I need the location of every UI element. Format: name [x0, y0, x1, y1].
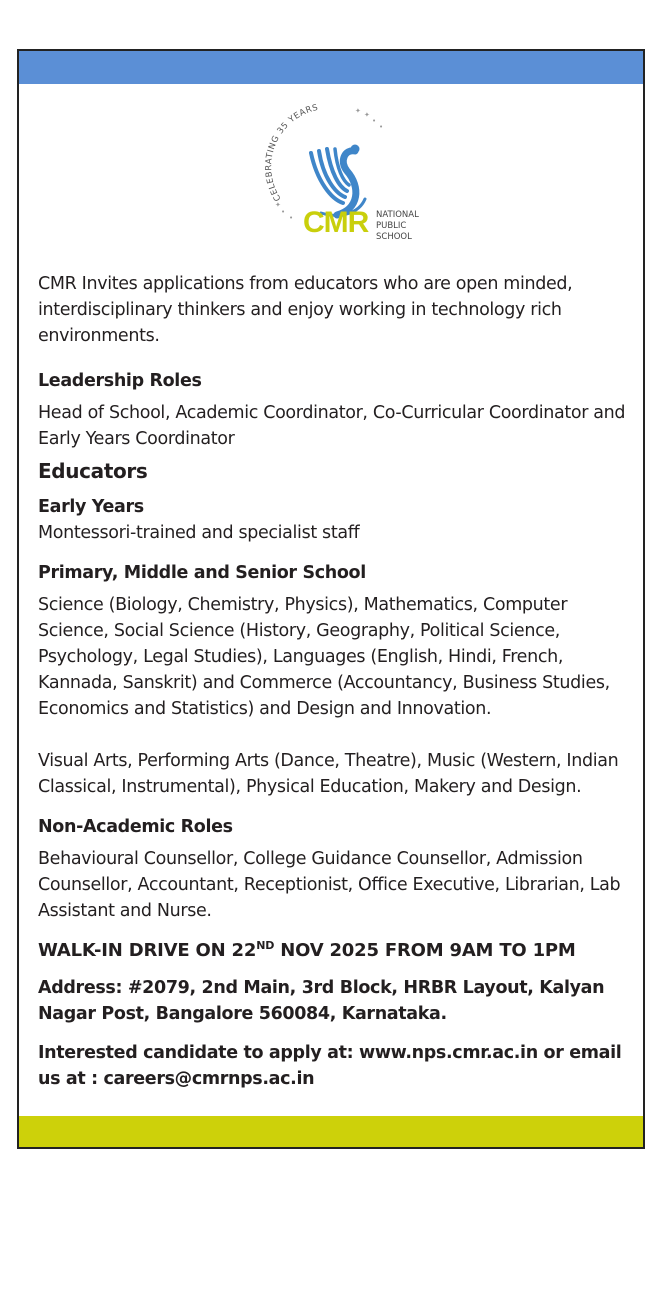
logo-line-school: SCHOOL	[376, 232, 412, 239]
intro-paragraph: CMR Invites applications from educators who are open minded, interdisciplinary thinkers and enjoy working in technology rich environments.	[38, 274, 573, 346]
logo-line-public: PUBLIC	[376, 221, 407, 231]
swan-icon	[311, 145, 365, 216]
svg-text:✦: ✦	[364, 111, 370, 119]
school-heading: Primary, Middle and Senior School	[38, 563, 366, 583]
job-advertisement	[17, 49, 645, 1149]
logo-line-national: NATIONAL	[376, 210, 419, 220]
bottom-color-band	[19, 1116, 643, 1147]
svg-text:•: •	[289, 214, 294, 222]
educators-heading: Educators	[38, 459, 148, 483]
svg-text:•: •	[372, 117, 377, 125]
leadership-heading: Leadership Roles	[38, 371, 202, 391]
svg-text:✦: ✦	[275, 201, 281, 209]
cmr-logo	[251, 89, 431, 239]
address-text: Address: #2079, 2nd Main, 3rd Block, HRBR Layout, Kalyan Nagar Post, Bangalore 560084, Karnataka.	[38, 978, 605, 1024]
leadership-text: Head of School, Academic Coordinator, Co-Curricular Coordinator and Early Years Coordinator	[38, 403, 626, 449]
top-color-band	[19, 51, 643, 84]
school-arts-text: Visual Arts, Performing Arts (Dance, Theatre), Music (Western, Indian Classical, Instrumental), Physical Education, Makery and Design.	[38, 751, 619, 797]
svg-text:✦: ✦	[355, 107, 361, 115]
svg-text:•: •	[281, 208, 286, 216]
logo-brand: CMR	[303, 206, 369, 239]
svg-text:•: •	[379, 123, 384, 131]
early-years-text: Montessori-trained and specialist staff	[38, 523, 360, 543]
early-years-heading: Early Years	[38, 497, 144, 517]
apply-info: Interested candidate to apply at: www.nps.cmr.ac.in or email us at : careers@cmrnps.ac.in	[38, 1043, 622, 1089]
logo-arc-text: CELEBRATING 35 YEARS	[264, 102, 320, 203]
non-academic-heading: Non-Academic Roles	[38, 817, 233, 837]
walkin-drive-line: WALK-IN DRIVE ON 22ND NOV 2025 FROM 9AM TO 1PM	[38, 939, 576, 961]
school-subjects-text: Science (Biology, Chemistry, Physics), Mathematics, Computer Science, Social Science (History, Geography, Political Science, Psychology, Legal Studies), Languages (English, Hindi, French, Kannada, Sanskrit) and Commerce (Accountancy, Business Studies, Economics and Statistics) and Design and Innovation.	[38, 595, 610, 719]
ad-content	[38, 271, 629, 1092]
non-academic-text: Behavioural Counsellor, College Guidance Counsellor, Admission Counsellor, Accountant, Receptionist, Office Executive, Librarian, Lab Assistant and Nurse.	[38, 849, 621, 921]
